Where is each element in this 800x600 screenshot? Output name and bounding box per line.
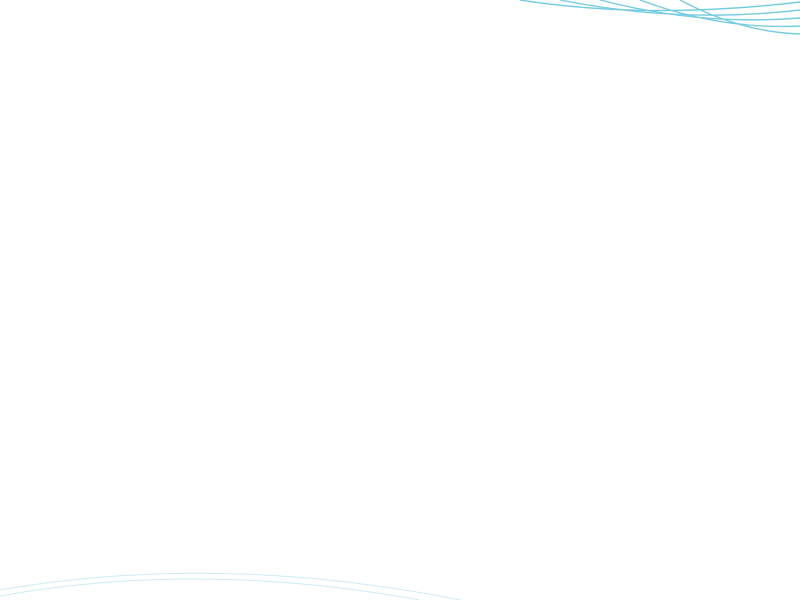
form-table: [32, 342, 772, 552]
observation-form-grid: [32, 342, 772, 552]
